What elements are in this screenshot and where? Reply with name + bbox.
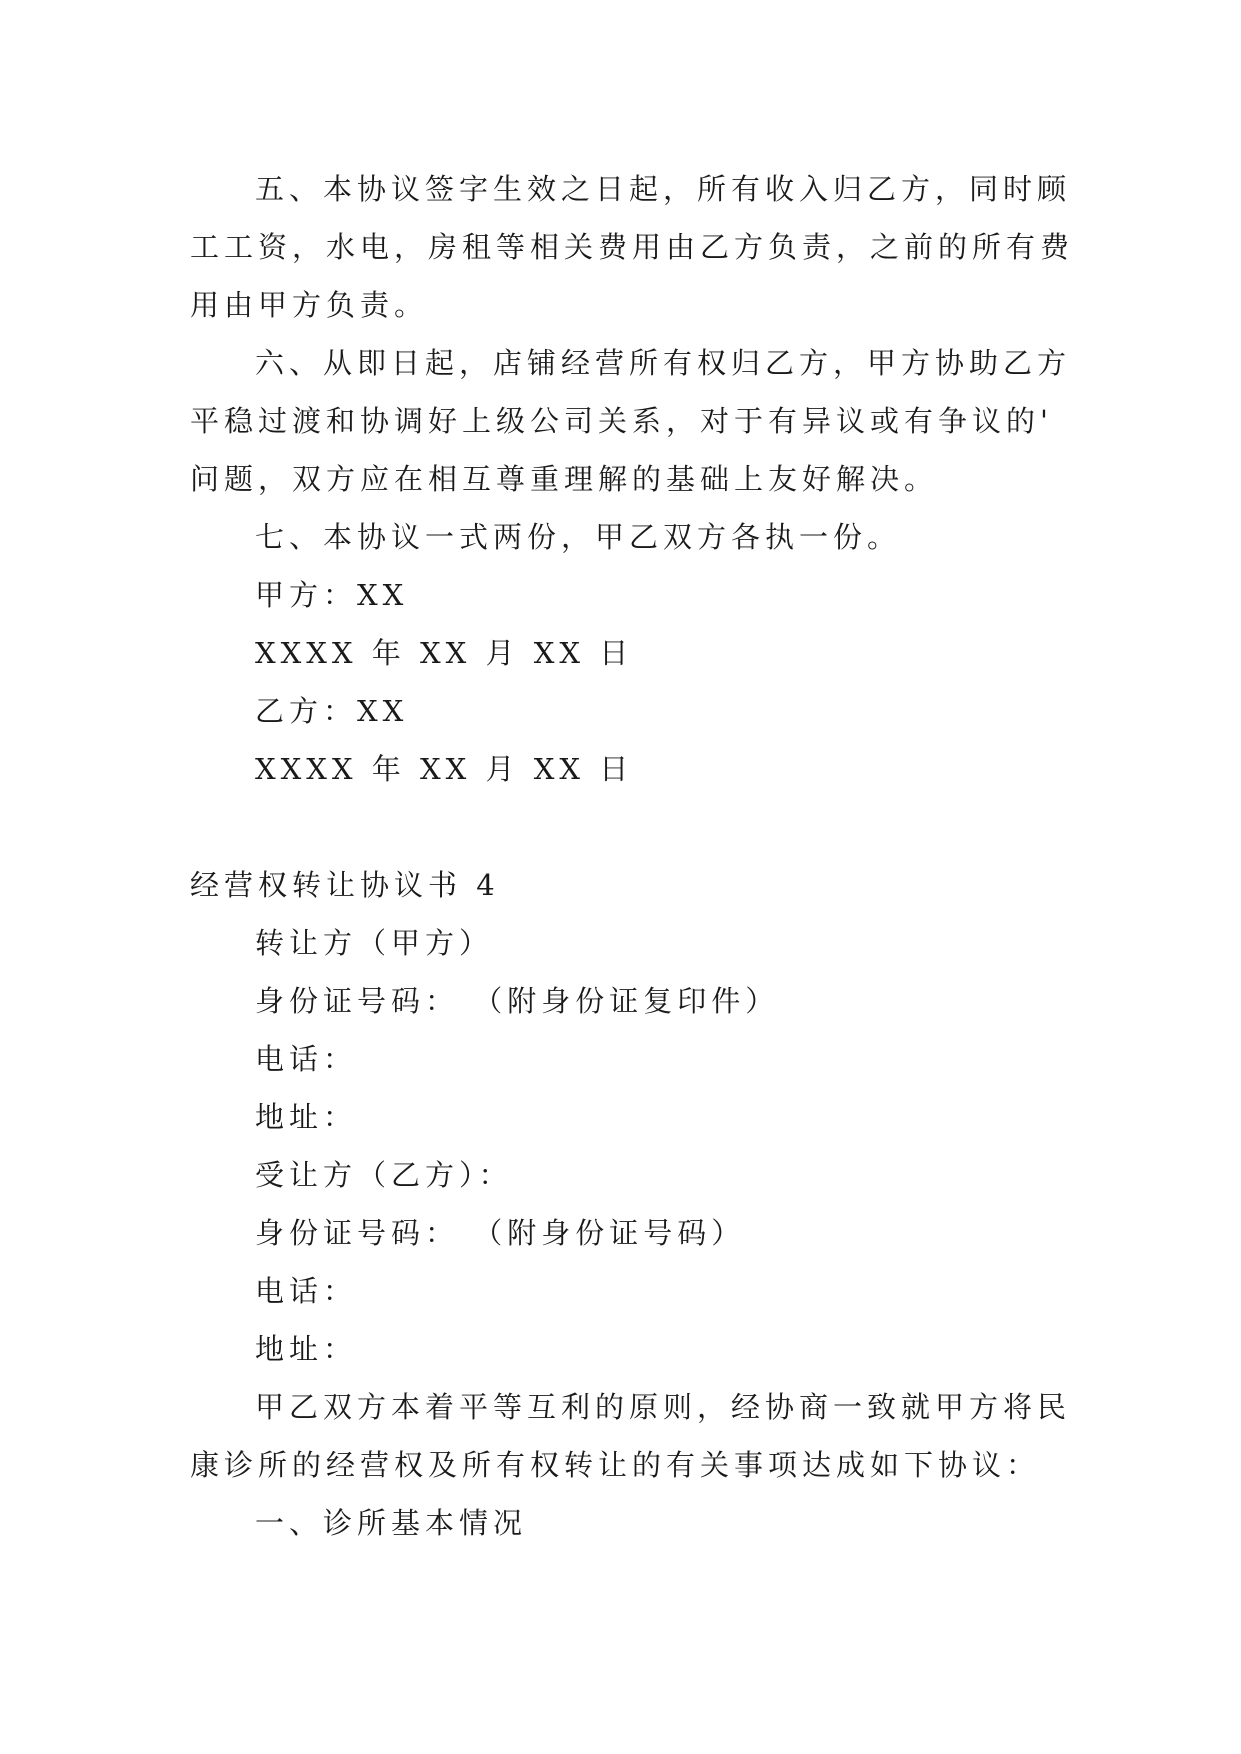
transferee-address: 地址： [255, 1332, 358, 1366]
section-spacer [190, 798, 1050, 856]
clause-6-line-1: 六、从即日起，店铺经营所有权归乙方，甲方协助乙方 [255, 346, 1072, 380]
clause-6-line-2: 平稳过渡和协调好上级公司关系，对于有异议或有争议的' [190, 404, 1053, 438]
transferor-label: 转让方（甲方） [255, 926, 494, 960]
clause-5-line-3: 用由甲方负责。 [190, 288, 429, 322]
intro-line-1: 甲乙双方本着平等互利的原则，经协商一致就甲方将民 [255, 1390, 1072, 1424]
transferee-phone: 电话： [255, 1274, 358, 1308]
party-a-date: XXXX 年 XX 月 XX 日 [255, 636, 634, 670]
transferee-id: 身份证号码： （附身份证号码） [255, 1216, 746, 1250]
transferor-phone: 电话： [255, 1042, 358, 1076]
party-a-signature: 甲方：XX [255, 578, 409, 612]
clause-6-line-3: 问题，双方应在相互尊重理解的基础上友好解决。 [190, 462, 939, 496]
clause-7: 七、本协议一式两份，甲乙双方各执一份。 [255, 520, 902, 554]
party-b-signature: 乙方：XX [255, 694, 409, 728]
transferor-id: 身份证号码： （附身份证复印件） [255, 984, 780, 1018]
intro-line-2: 康诊所的经营权及所有权转让的有关事项达成如下协议： [190, 1448, 1041, 1482]
document-page [190, 160, 1075, 1552]
clause-1-heading: 一、诊所基本情况 [255, 1506, 528, 1540]
party-b-date: XXXX 年 XX 月 XX 日 [255, 752, 634, 786]
transferor-address: 地址： [255, 1100, 358, 1134]
transferee-label: 受让方（乙方）： [255, 1158, 513, 1192]
clause-5-line-1: 五、本协议签字生效之日起，所有收入归乙方，同时顾 [255, 172, 1072, 206]
section-title: 经营权转让协议书 4 [190, 868, 500, 902]
clause-5-line-2: 工工资，水电，房租等相关费用由乙方负责，之前的所有费 [190, 230, 1075, 264]
